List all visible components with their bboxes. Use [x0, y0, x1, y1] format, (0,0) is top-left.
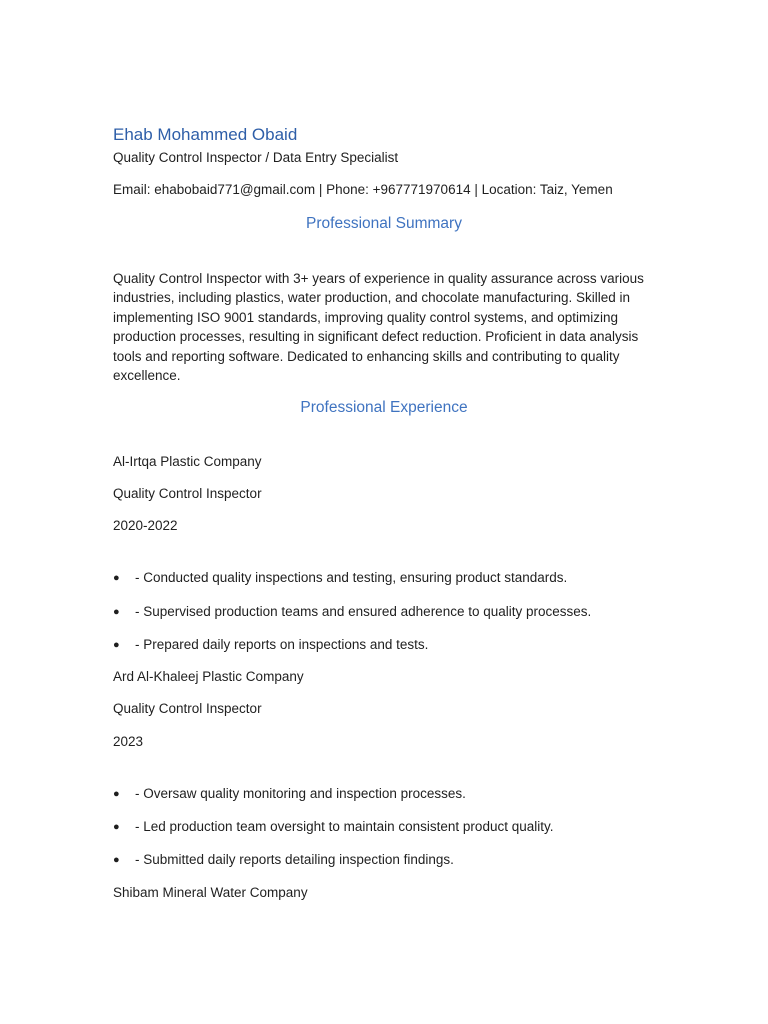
- bullet-icon: ●: [113, 639, 120, 651]
- job-company: Al-Irtqa Plastic Company: [113, 454, 262, 469]
- bullet-text: - Supervised production teams and ensured adherence to quality processes.: [135, 604, 592, 619]
- bullet-icon: ●: [113, 788, 120, 800]
- bullet-text: - Oversaw quality monitoring and inspection processes.: [135, 786, 466, 801]
- job-role: Quality Control Inspector: [113, 486, 262, 501]
- job-bullet: [113, 818, 553, 836]
- job-bullet: [113, 851, 454, 869]
- job-dates: 2020-2022: [113, 518, 178, 533]
- bullet-text: - Conducted quality inspections and testing, ensuring product standards.: [135, 570, 568, 585]
- job-company: Ard Al-Khaleej Plastic Company: [113, 669, 304, 684]
- bullet-icon: ●: [113, 821, 120, 833]
- job-role: Quality Control Inspector: [113, 701, 262, 716]
- job-dates: 2023: [113, 734, 144, 749]
- bullet-text: - Prepared daily reports on inspections and tests.: [135, 637, 429, 652]
- summary-heading: Professional Summary: [306, 215, 462, 232]
- candidate-title: Quality Control Inspector / Data Entry Specialist: [113, 150, 399, 165]
- job-company: Shibam Mineral Water Company: [113, 885, 308, 900]
- job-bullet: [113, 636, 428, 654]
- bullet-icon: ●: [113, 854, 120, 866]
- job-bullet: [113, 785, 466, 803]
- experience-heading: Professional Experience: [300, 399, 468, 416]
- bullet-icon: ●: [113, 572, 120, 584]
- job-bullet: [113, 569, 567, 587]
- bullet-icon: ●: [113, 606, 120, 618]
- bullet-text: - Led production team oversight to maintain consistent product quality.: [135, 819, 554, 834]
- contact-info: Email: ehabobaid771@gmail.com | Phone: +967771970614 | Location: Taiz, Yemen: [113, 182, 613, 197]
- candidate-name: Ehab Mohammed Obaid: [113, 125, 298, 144]
- summary-text: Quality Control Inspector with 3+ years of experience in quality assurance across various industries, including plastics, water production, and chocolate manufacturing. Skilled in implementing ISO 9001 standards, improving quality control systems, and optimizing production processes, resulting in significant defect reduction. Proficient in data analysis tools and reporting software. Dedicated to enhancing skills and contributing to quality excellence.: [113, 271, 644, 384]
- bullet-text: - Submitted daily reports detailing inspection findings.: [135, 852, 454, 867]
- job-bullet: [113, 603, 591, 621]
